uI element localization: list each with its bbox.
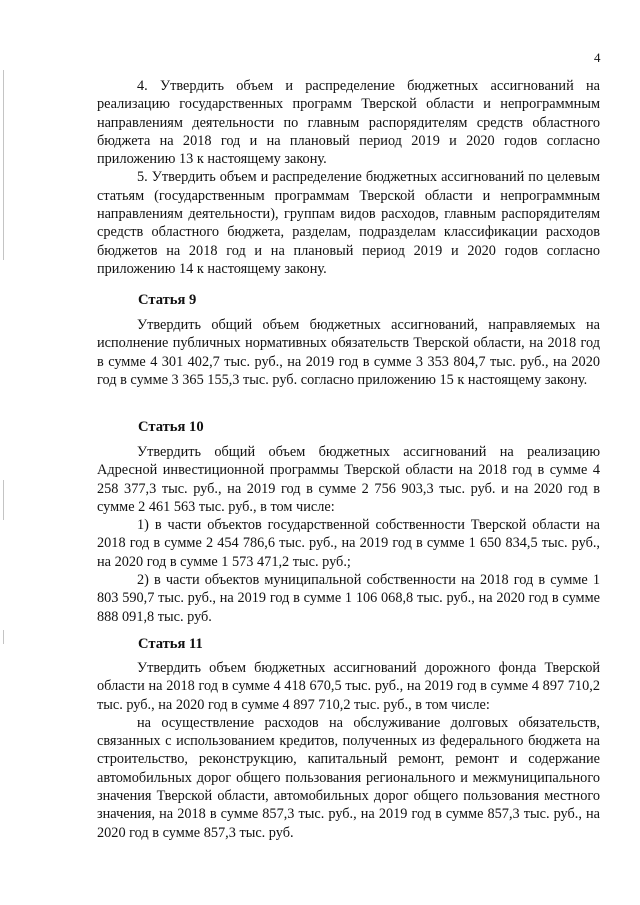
scan-margin-mark <box>3 480 4 520</box>
article-10-item-2: 2) в части объектов муниципальной собственности на 2018 год в сумме 1 803 590,7 тыс. руб., на 2019 год в сумме 1 106 068,8 тыс. руб., на 2020 год в сумме 888 091,8 тыс. руб. <box>97 572 600 625</box>
article-10-item-1: 1) в части объектов государственной собственности Тверской области на 2018 год в сумме 2 454 786,6 тыс. руб., на 2019 год в сумме 1 650 834,5 тыс. руб., на 2020 год в сумме 1 573 471,2 тыс. руб.; <box>97 517 600 570</box>
article-9-paragraph: Утвердить общий объем бюджетных ассигнований, направляемых на исполнение публичных нормативных обязательств Тверской области, на 2018 год в сумме 4 301 402,7 тыс. руб., на 2019 год в сумме 3 353 804,7 тыс. руб., на 2020 год в сумме 3 365 155,3 тыс. руб. согласно приложению 15 к настоящему закону. <box>97 317 600 388</box>
article-11-subparagraph: на осуществление расходов на обслуживание долговых обязательств, связанных с использованием кредитов, полученных из федерального бюджета на строительство, реконструкцию, капитальный ремонт, ремонт и содержание автомобильных дорог общего пользования регионального и межмуниципального значения Тверской области, автомобильных дорог общего пользования местного значения, на 2018 в сумме 857,3 тыс. руб., на 2019 год в сумме 857,3 тыс. руб., на 2020 год в сумме 857,3 тыс. руб. <box>97 714 600 841</box>
page-number: 4 <box>594 50 601 65</box>
article-9-heading: Статья 9 <box>138 292 197 308</box>
paragraph-item-5: 5. Утвердить объем и распределение бюджетных ассигнований по целевым статьям (государственным программам Тверской области и непрограммным направлениям деятельности), группам видов расходов, главным распорядителям средств областного бюджета, разделам, подразделам классификации расходов бюджетов на 2018 год и на плановый период 2019 и 2020 годов согласно приложению 14 к настоящему закону. <box>97 169 600 277</box>
paragraph-item-4: 4. Утвердить объем и распределение бюджетных ассигнований на реализацию государственных программ Тверской области и непрограммным направлениям деятельности по главным распорядителям средств областного бюджета на 2018 год и на плановый период 2019 и 2020 годов согласно приложению 13 к настоящему закону. <box>97 78 600 168</box>
article-10-paragraph: Утвердить общий объем бюджетных ассигнований на реализацию Адресной инвестиционной программы Тверской области на 2018 год в сумме 4 258 377,3 тыс. руб., на 2019 год в сумме 2 756 903,3 тыс. руб. и на 2020 год в сумме 2 461 563 тыс. руб., в том числе: <box>97 444 600 515</box>
intro-block <box>97 77 600 278</box>
article-11-paragraph: Утвердить объем бюджетных ассигнований дорожного фонда Тверской области на 2018 год в сумме 4 418 670,5 тыс. руб., на 2019 год в сумме 4 897 710,2 тыс. руб., на 2020 год в сумме 4 897 710,2 тыс. руб., в том числе: <box>97 660 600 713</box>
scan-margin-mark <box>3 630 4 644</box>
article-10-heading: Статья 10 <box>138 419 204 435</box>
article-9-body <box>97 316 600 389</box>
scan-margin-mark <box>3 70 4 260</box>
article-11-heading: Статья 11 <box>138 636 203 652</box>
article-11-body <box>97 659 600 842</box>
article-10-body <box>97 443 600 626</box>
